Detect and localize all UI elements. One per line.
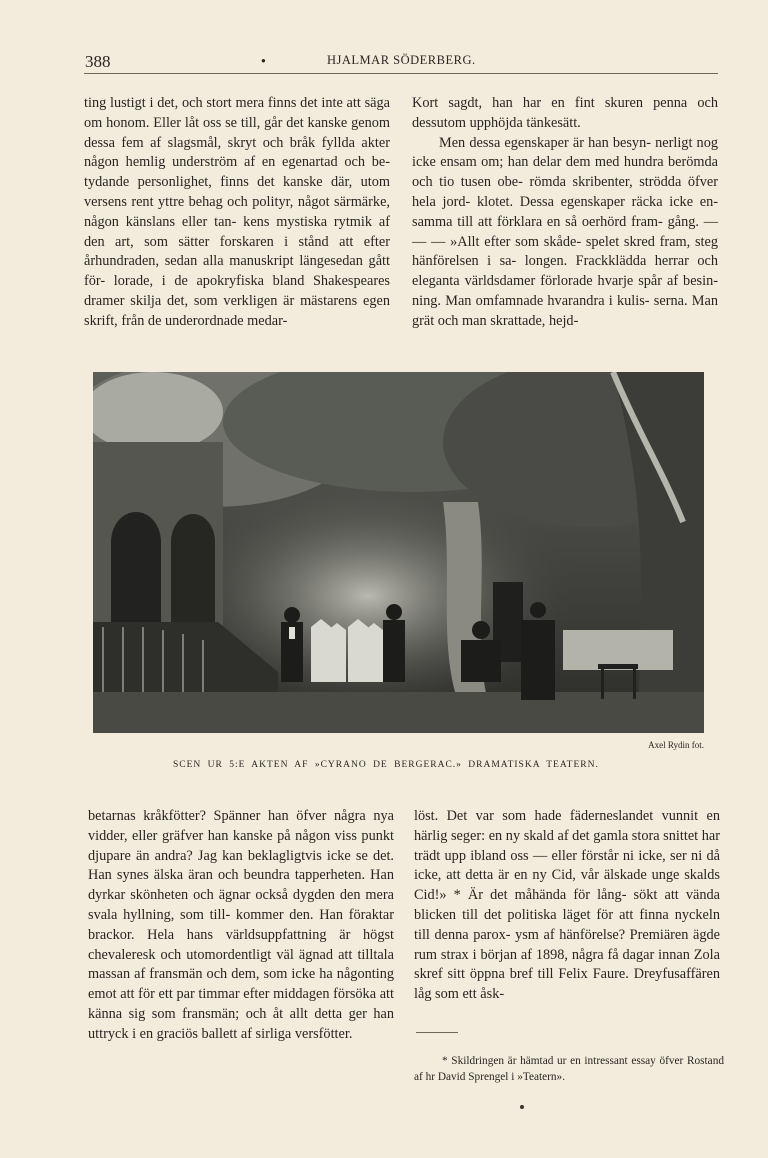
paragraph-top-right-1: Kort sagdt, han har en fint skuren penna och dessutom upphöjda tänkesätt. [412,95,718,131]
running-head: HJALMAR SÖDERBERG. [327,53,476,67]
page-mark [520,1105,524,1109]
page-number: 388 [85,52,111,71]
paragraph-bottom-left: betarnas kråkfötter? Spänner han öfver några nya vidder, eller gräfver han kanske på någon viss punkt djupare än andra? Jag kan beklagligtvis icke se det. Han synes älska äran och beundra tapperheten. Han dyrkar skönheten och ägnar också dygden den mera svala hyllning, som till- kommer den. Han föraktar brackor. Hela hans världsuppfattning är högst chevaleresk och utomordentligt väl ägnad att tilltala massan af fransmän och dem, som icke ha någonting emot att för ett par timmar efter middagen försöka att känna sig som fransmän; och åt allt detta ger han uttryck i en graciös ballett af sirliga versfötter. [88,808,394,1042]
photo-credit: Axel Rydin fot. [648,740,704,750]
column-bottom-right [414,807,720,1005]
header-rule [84,73,718,74]
column-bottom-left [88,807,394,1045]
photo-caption: SCEN UR 5:E AKTEN AF »CYRANO DE BERGERAC.» DRAMATISKA TEATERN. [173,760,599,770]
column-top-left [84,94,390,332]
header-ornament: ● [261,56,266,65]
column-top-right [412,94,718,332]
paragraph-bottom-right: löst. Det var som hade fäderneslandet vunnit en härlig seger: en ny skald af det gamla stora snittet har trädt upp ibland oss — eller förstår ni icke, ser ni då icke, att detta är en ny Cid, vår älskade unge skalds Cid!» * Är det måhända för lång- sökt att vända blicken till det politiska läget för att finna nyckeln till denna parox- ysm af hänförelse? Premiären ägde rum strax i början af 1898, några få dagar innan Zola skref sitt öppna bref till Felix Faure. Dreyfusaffären låg som ett åsk- [414,808,720,1003]
paragraph-top-right-2: Men dessa egenskaper är han besyn- nerligt nog icke ensam om; han delar dem med hundra berömda och tio tusen obe- römda skribenter, strödda öfver hela jord- klotet. Dessa egenskaper räcka icke en- samma till att förklara en så oerhörd fram- gång. — — — »Allt efter som skåde- spelet skred fram, steg hänförelsen i sa- longen. Frackklädda herrar och eleganta världsdamer förlorade hvarje spår af besin- ning. Man omfamnade hvarandra i kulis- serna. Man grät och man skrattade, hejd- [412,134,718,329]
footnote-rule [416,1032,458,1033]
footnote: * Skildringen är hämtad ur en intressant essay öfver Rostand af hr David Sprengel i »Teatern». [414,1055,724,1084]
paragraph-top-left: ting lustigt i det, och stort mera finns det inte att säga om honom. Eller låt oss se till, går det kanske genom dessa fem af slagsmål, skryt och bråk fyllda akter någon hemlig underström af en egenartad och be- tydande personlighet, finns det kanske där, utom versens rent yttre behag och polityr, något särmärke, någon känslans eller tan- kens mystiska rytmik af den art, som sätter forskaren i stånd att efter århundraden, sedan alla manuskript längesedan gått för- lorade, i de apokryfiska bland Shakespeares dramer skilja det, som verkligen är mästarens egen skrift, från de underordnade medar- [84,95,390,329]
stage-photograph [93,372,704,733]
